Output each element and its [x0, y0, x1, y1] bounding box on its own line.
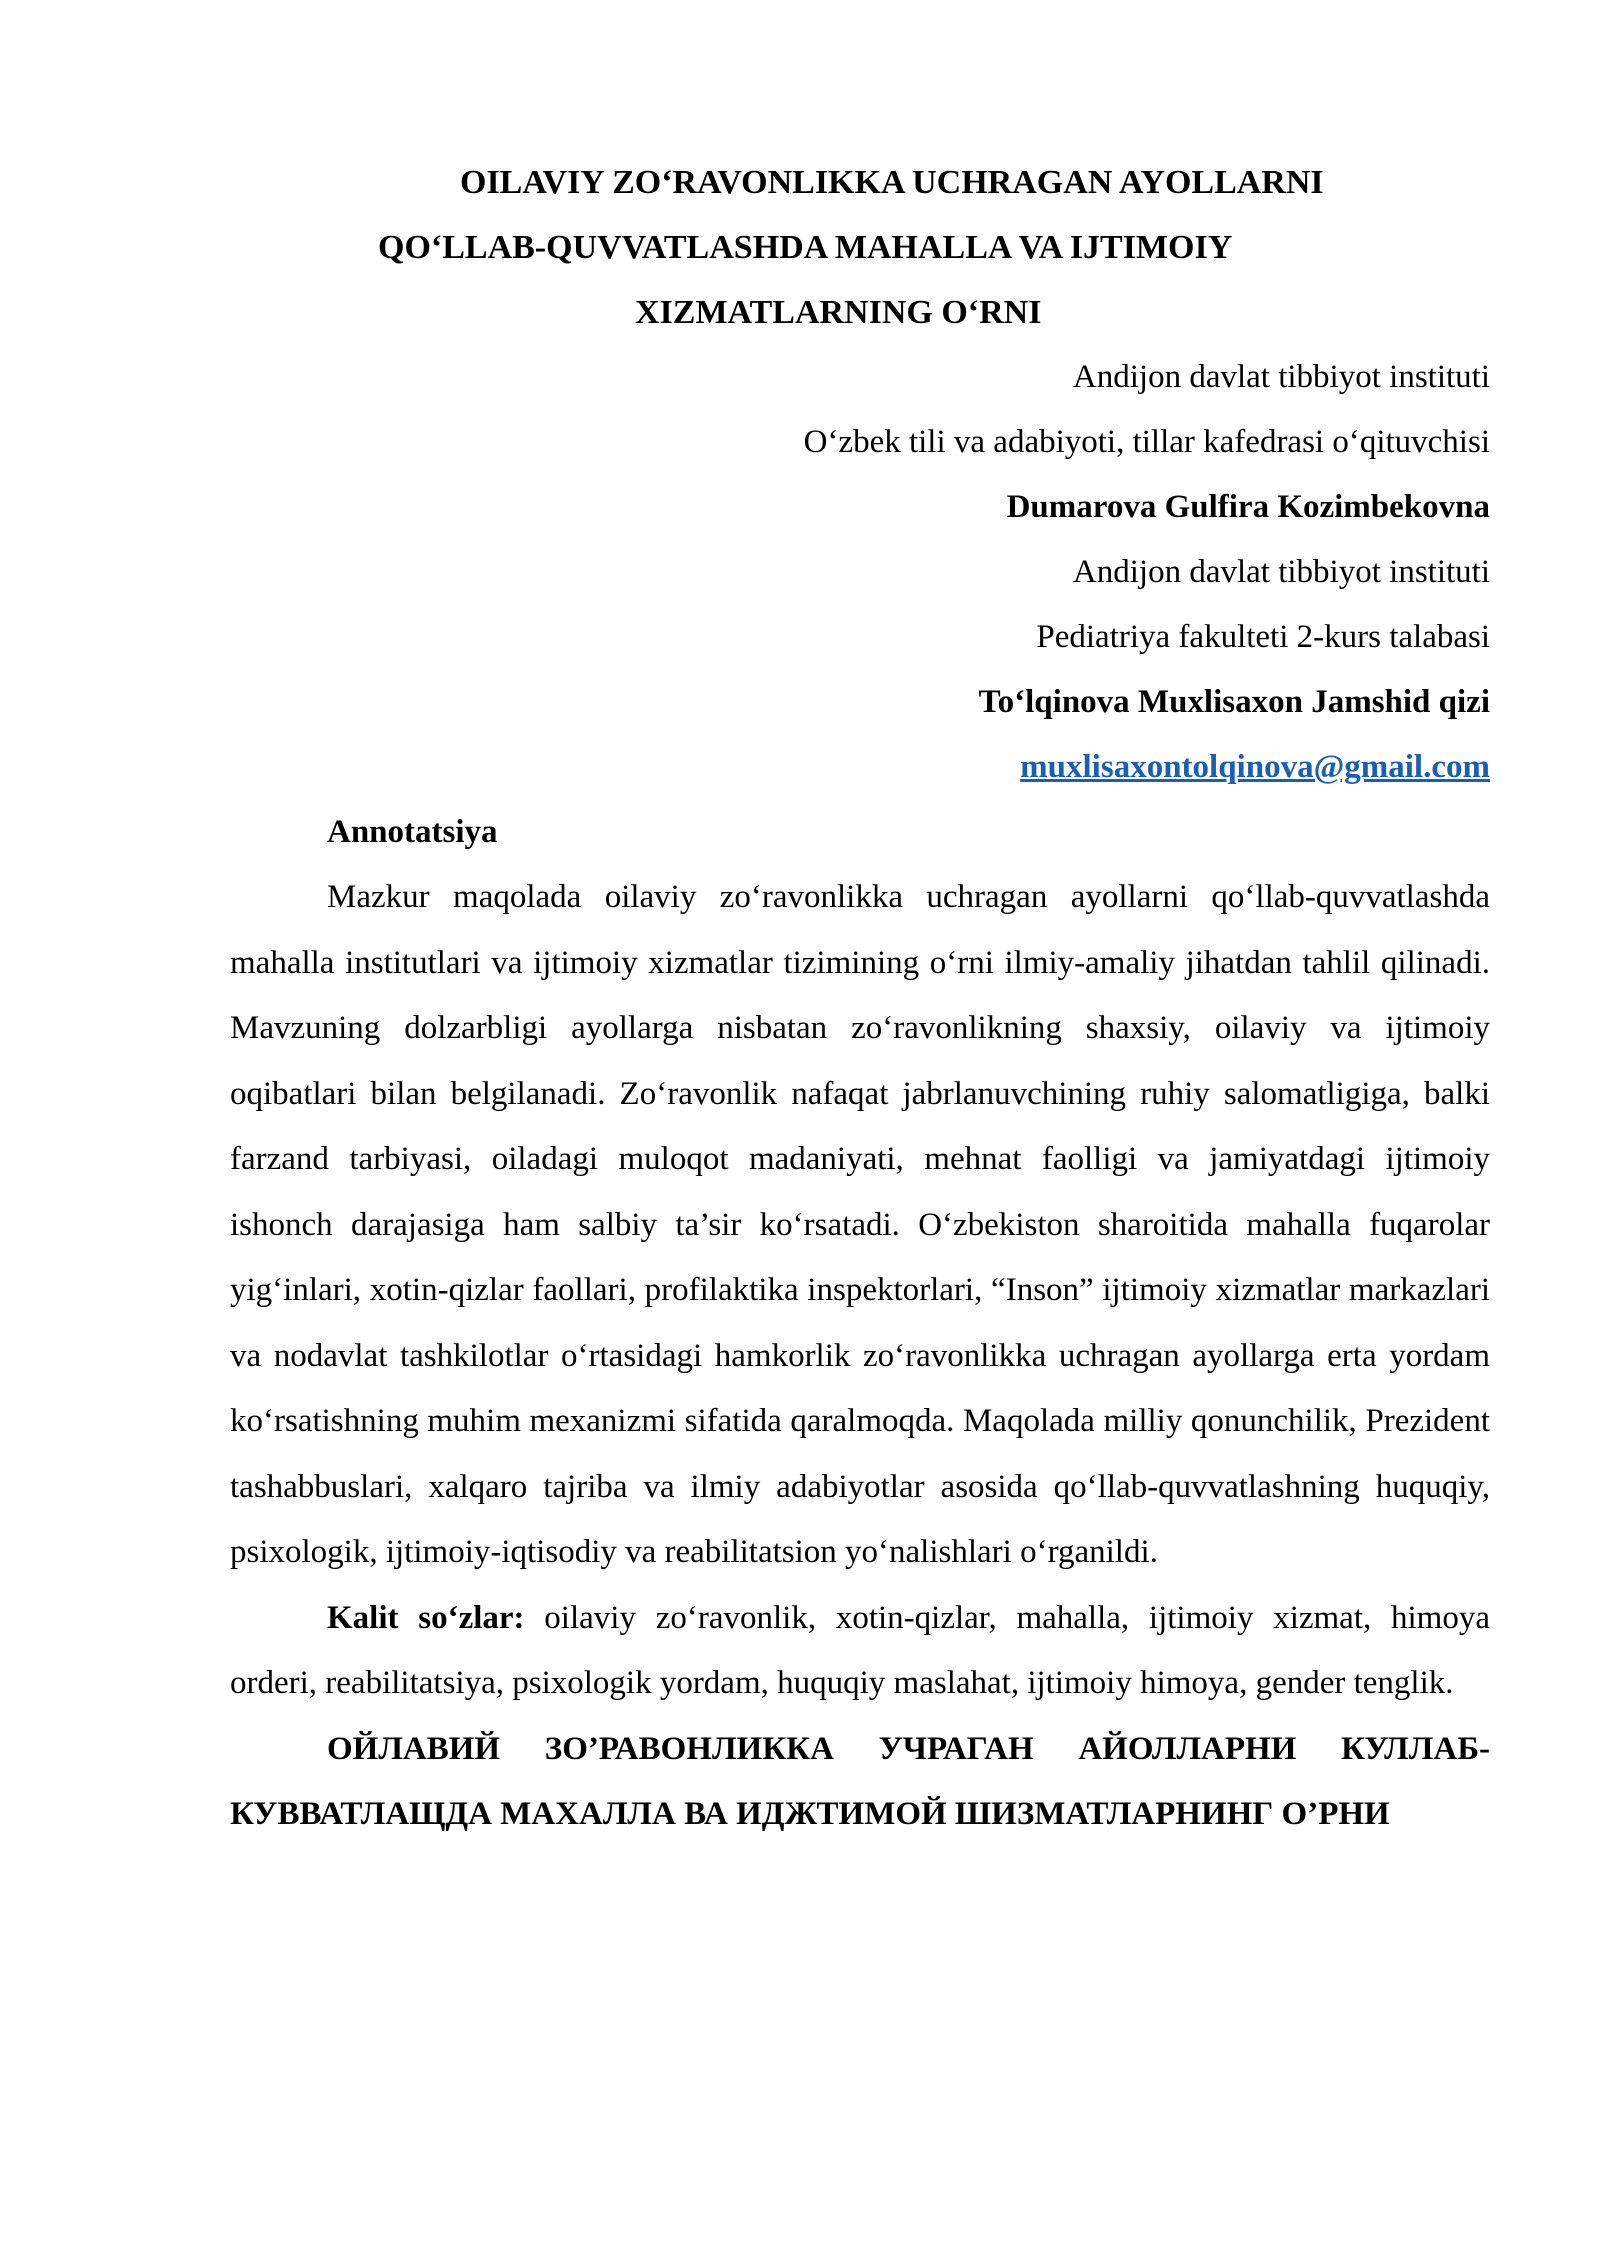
keywords-paragraph [230, 1586, 1490, 1717]
author2-name: Toʻlqinova Muxlisaxon Jamshid qizi [978, 684, 1490, 720]
author2-institution: Andijon davlat tibbiyot instituti [1072, 554, 1490, 590]
author2-email-link[interactable]: muxlisaxontolqinova@gmail.com [1020, 749, 1490, 785]
title-line-1: OILAVIY ZOʻRAVONLIKKA UCHRAGAN AYOLLARNI [460, 164, 1324, 201]
title-line-3: XIZMATLARNING OʻRNI [635, 294, 1042, 331]
keywords-label: Kalit soʻzlar: [327, 1599, 525, 1636]
author-block [230, 345, 1490, 800]
title-line-2: QOʻLLAB-QUVVATLASHDA MAHALLA VA IJTIMOIY [378, 229, 1233, 266]
annotation-heading: Annotatsiya [327, 814, 498, 850]
article-title [230, 150, 1490, 345]
keywords-text: oilaviy zoʻravonlik, xotin-qizlar, mahalla, ijtimoiy xizmat, himoya orderi, reabilitatsiya, psixologik yordam, huquqiy maslahat, ijtimoiy himoya, gender tenglik. [230, 1599, 1490, 1701]
author1-institution: Andijon davlat tibbiyot instituti [1072, 359, 1490, 395]
author2-position: Pediatriya fakulteti 2-kurs talabasi [1036, 619, 1490, 655]
cyrillic-title: ОЙЛАВИЙ ЗО’РАВОНЛИККА УЧРАГАН АЙОЛЛАРНИ КУЛЛАБ-КУВВАТЛАЩДА МАХАЛЛА ВА ИДЖТИМОЙ ШИЗМАТЛАРНИНГ О’РНИ [230, 1730, 1490, 1832]
annotation-text: Mazkur maqolada oilaviy zoʻravonlikka uchragan ayollarni qoʻllab-quvvatlashda mahalla institutlari va ijtimoiy xizmatlar tizimining oʻrni ilmiy-amaliy jihatdan tahlil qilinadi. Mavzuning dolzarbligi ayollarga nisbatan zoʻravonlikning shaxsiy, oilaviy va ijtimoiy oqibatlari bilan belgilanadi. Zoʻravonlik nafaqat jabrlanuvchining ruhiy salomatligiga, balki farzand tarbiyasi, oiladagi muloqot madaniyati, mehnat faolligi va jamiyatdagi ijtimoiy ishonch darajasiga ham salbiy ta’sir koʻrsatadi. Oʻzbekiston sharoitida mahalla fuqarolar yigʻinlari, xotin-qizlar faollari, profilaktika inspektorlari, “Inson” ijtimoiy xizmatlar markazlari va nodavlat tashkilotlar oʻrtasidagi hamkorlik zoʻravonlikka uchragan ayollarga erta yordam koʻrsatishning muhim mexanizmi sifatida qaralmoqda. Maqolada milliy qonunchilik, Prezident tashabbuslari, xalqaro tajriba va ilmiy adabiyotlar asosida qoʻllab-quvvatlashning huquqiy, psixologik, ijtimoiy-iqtisodiy va reabilitatsion yoʻnalishlari oʻrganildi. [230, 879, 1490, 1570]
author1-name: Dumarova Gulfira Kozimbekovna [1006, 489, 1490, 525]
document-page [230, 150, 1490, 1848]
author1-position: Oʻzbek tili va adabiyoti, tillar kafedrasi oʻqituvchisi [803, 424, 1490, 460]
